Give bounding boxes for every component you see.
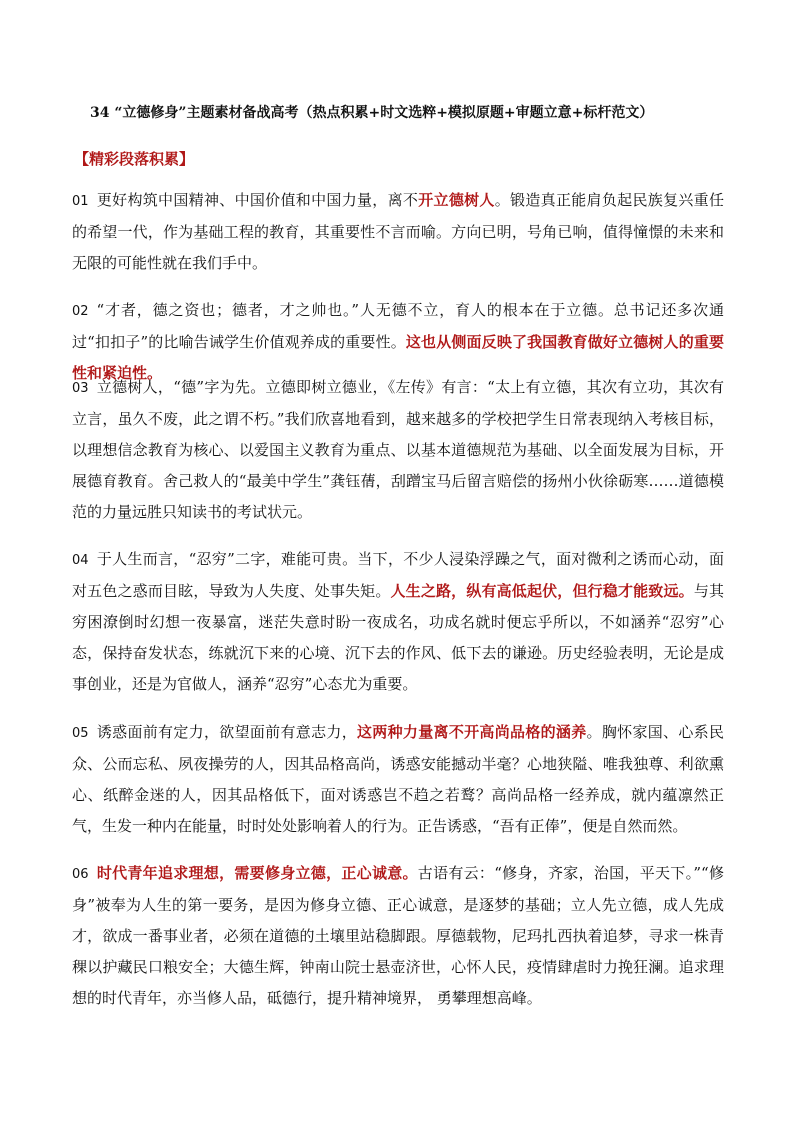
paragraph-text: 。锻造真正能肩负起民族复兴重任的希望一代，作为基础工程的教育，其重要性不言而喻。方向已明，号角已响，值得憧憬的未来和无限的可能性就在我们手中。 xyxy=(72,191,724,272)
paragraph-text: 立德树人，“德”字为先。立德即树立德业，《左传》有言：“太上有立德，其次有立功，其次有立言，虽久不废，此之谓不朽。”我们欣喜地看到，越来越多的学校把学生日常表现纳入考核目标，以理想信念教育为核心、以爱国主义教育为重点、以基本道德规范为基础、以全面发展为目标，开展德育教育。舍己救人的“最美中学生”龚钰蒨，刮蹭宝马后留言赔偿的扬州小伙徐砺寒……道德模范的力量远胜只知读书的考试状元。 xyxy=(72,378,724,521)
paragraph-text: 。胸怀家国、心系民众、公而忘私、夙夜操劳的人，因其品格高尚，诱惑安能撼动半毫？心地狭隘、唯我独尊、利欲熏心、纸醉金迷的人，因其品格低下，面对诱惑岂不趋之若鹜？高尚品格一经养成，就内蕴凛然正气，生发一种内在能量，时时处处影响着人的行为。正告诱惑，“吾有正俸”，便是自然而然。 xyxy=(72,723,724,835)
section-heading: 【精彩段落积累】 xyxy=(74,150,195,168)
paragraph-text: “才者，德之资也；德者，才之帅也。”人无德不立，育人的根本在于立德。总书记还多次通过“扣扣子”的比喻告诫学生价值观养成的重要性。 xyxy=(72,301,724,351)
paragraph-text: 更好构筑中国精神、中国价值和中国力量，离不 xyxy=(96,191,419,209)
paragraph-text: 诱惑面前有定力，欲望面前有意志力， xyxy=(96,723,357,741)
paragraph-number: 01 xyxy=(72,194,89,209)
paragraph-number: 06 xyxy=(72,867,89,882)
paragraph-05 xyxy=(72,717,724,842)
document-title: 34 “立德修身”主题素材备战高考（热点积累+时文选粹+模拟原题+审题立意+标杆范文） xyxy=(90,105,654,121)
highlighted-text: 人生之路，纵有高低起伏，但行稳才能致远。 xyxy=(390,582,694,600)
highlighted-text: 时代青年追求理想，需要修身立德，正心诚意。 xyxy=(96,864,418,882)
paragraph-06 xyxy=(72,858,724,1014)
paragraph-number: 04 xyxy=(72,553,89,568)
paragraph-number: 05 xyxy=(72,726,89,741)
highlighted-text: 开立德树人 xyxy=(418,191,495,209)
paragraph-04 xyxy=(72,544,724,700)
highlighted-text: 这两种力量离不开高尚品格的涵养 xyxy=(357,723,587,741)
paragraph-text: 与其穷困潦倒时幻想一夜暴富，迷茫失意时盼一夜成名，功成名就时便忘乎所以，不如涵养“忍穷”心态，保持奋发状态，练就沉下来的心境、沉下去的作风、低下去的谦逊。历史经验表明，无论是成事创业，还是为官做人，涵养“忍穷”心态尤为重要。 xyxy=(72,582,724,693)
paragraph-01 xyxy=(72,185,724,279)
paragraph-number: 03 xyxy=(72,381,89,396)
highlighted-text: 这也从侧面反映了我国教育做好立德树人的重要性和紧迫性。 xyxy=(72,333,724,382)
paragraph-03 xyxy=(72,372,724,528)
paragraph-number: 02 xyxy=(72,304,89,319)
paragraph-text: 古语有云：“修身，齐家，治国，平天下。”“修身”被奉为人生的第一要务，是因为修身立德、正心诚意，是逐梦的基础；立人先立德，成人先成才，欲成一番事业者，必须在道德的土壤里站稳脚跟。厚德载物，尼玛扎西执着追梦，寻求一株青稞以护藏民口粮安全；大德生辉，钟南山院士悬壶济世，心怀人民，疫情肆虐时力挽狂澜。追求理想的时代青年，亦当修人品，砥德行，提升精神境界， 勇攀理想高峰。 xyxy=(72,864,724,1007)
paragraph-text: 于人生而言，“忍穷”二字，难能可贵。当下，不少人浸染浮躁之气，面对微利之诱而心动，面对五色之惑而目眩，导致为人失度、处事失矩。 xyxy=(72,550,724,600)
